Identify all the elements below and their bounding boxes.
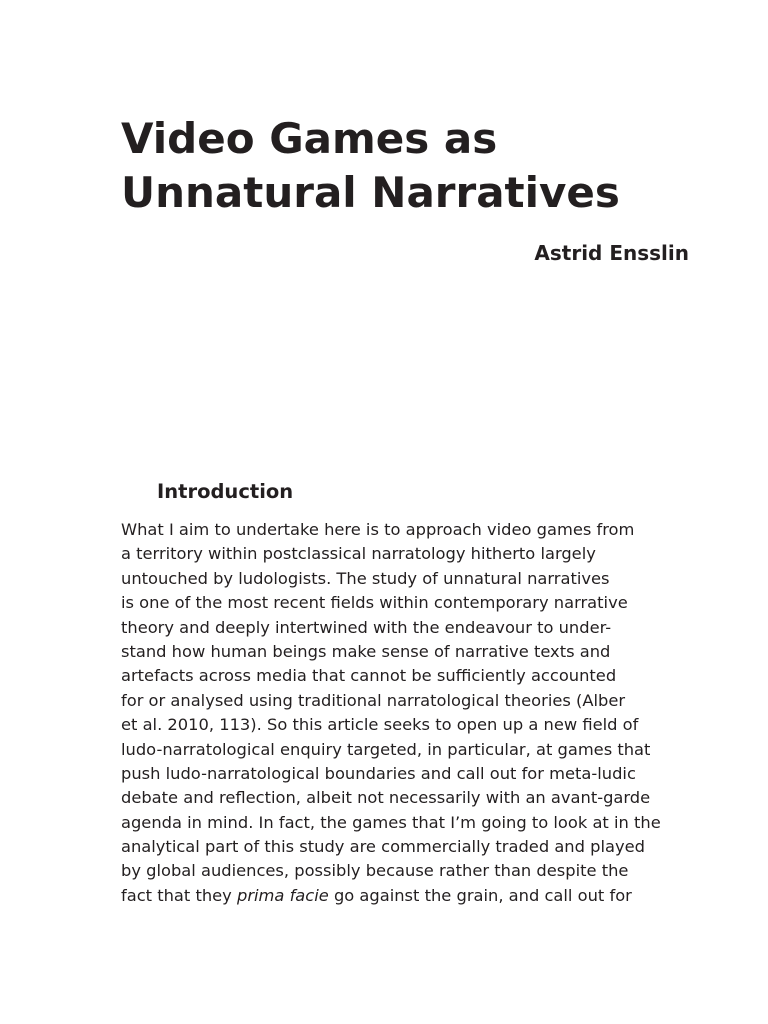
body-line: et al. 2010, 113). So this article seeks to open up a new field of — [121, 715, 639, 735]
body-paragraph — [121, 518, 661, 908]
body-line: by global audiences, possibly because rather than despite the — [121, 861, 629, 881]
body-text-segment: go against the grain, and call out for — [328, 885, 632, 905]
body-line: for or analysed using traditional narratological theories (Alber — [121, 690, 626, 710]
body-line: theory and deeply intertwined with the endeavour to under- — [121, 617, 612, 637]
body-line: agenda in mind. In fact, the games that I’m going to look at in the — [121, 812, 661, 832]
body-line: analytical part of this study are commercially traded and played — [121, 837, 645, 857]
body-line: ludo-narratological enquiry targeted, in particular, at games that — [121, 739, 651, 759]
section-heading: Introduction — [157, 480, 294, 503]
title-line-1: Video Games as — [121, 114, 498, 163]
body-line: stand how human beings make sense of narrative texts and — [121, 641, 611, 661]
body-line: is one of the most recent fields within contemporary narrative — [121, 593, 628, 613]
body-line: artefacts across media that cannot be sufficiently accounted — [121, 666, 617, 686]
title-line-2: Unnatural Narratives — [121, 168, 620, 217]
body-line: a territory within postclassical narratology hitherto largely — [121, 544, 596, 564]
author-name: Astrid Ensslin — [534, 241, 689, 265]
body-line: push ludo-narratological boundaries and call out for meta-ludic — [121, 763, 636, 783]
body-line-last — [121, 884, 661, 908]
body-text-segment: fact that they — [121, 885, 237, 905]
body-line: debate and reflection, albeit not necessarily with an avant-garde — [121, 788, 651, 808]
italic-phrase: prima facie — [237, 885, 329, 905]
body-line: untouched by ludologists. The study of unnatural narratives — [121, 568, 610, 588]
article-title — [121, 112, 681, 220]
body-line: What I aim to undertake here is to approach video games from — [121, 520, 635, 539]
